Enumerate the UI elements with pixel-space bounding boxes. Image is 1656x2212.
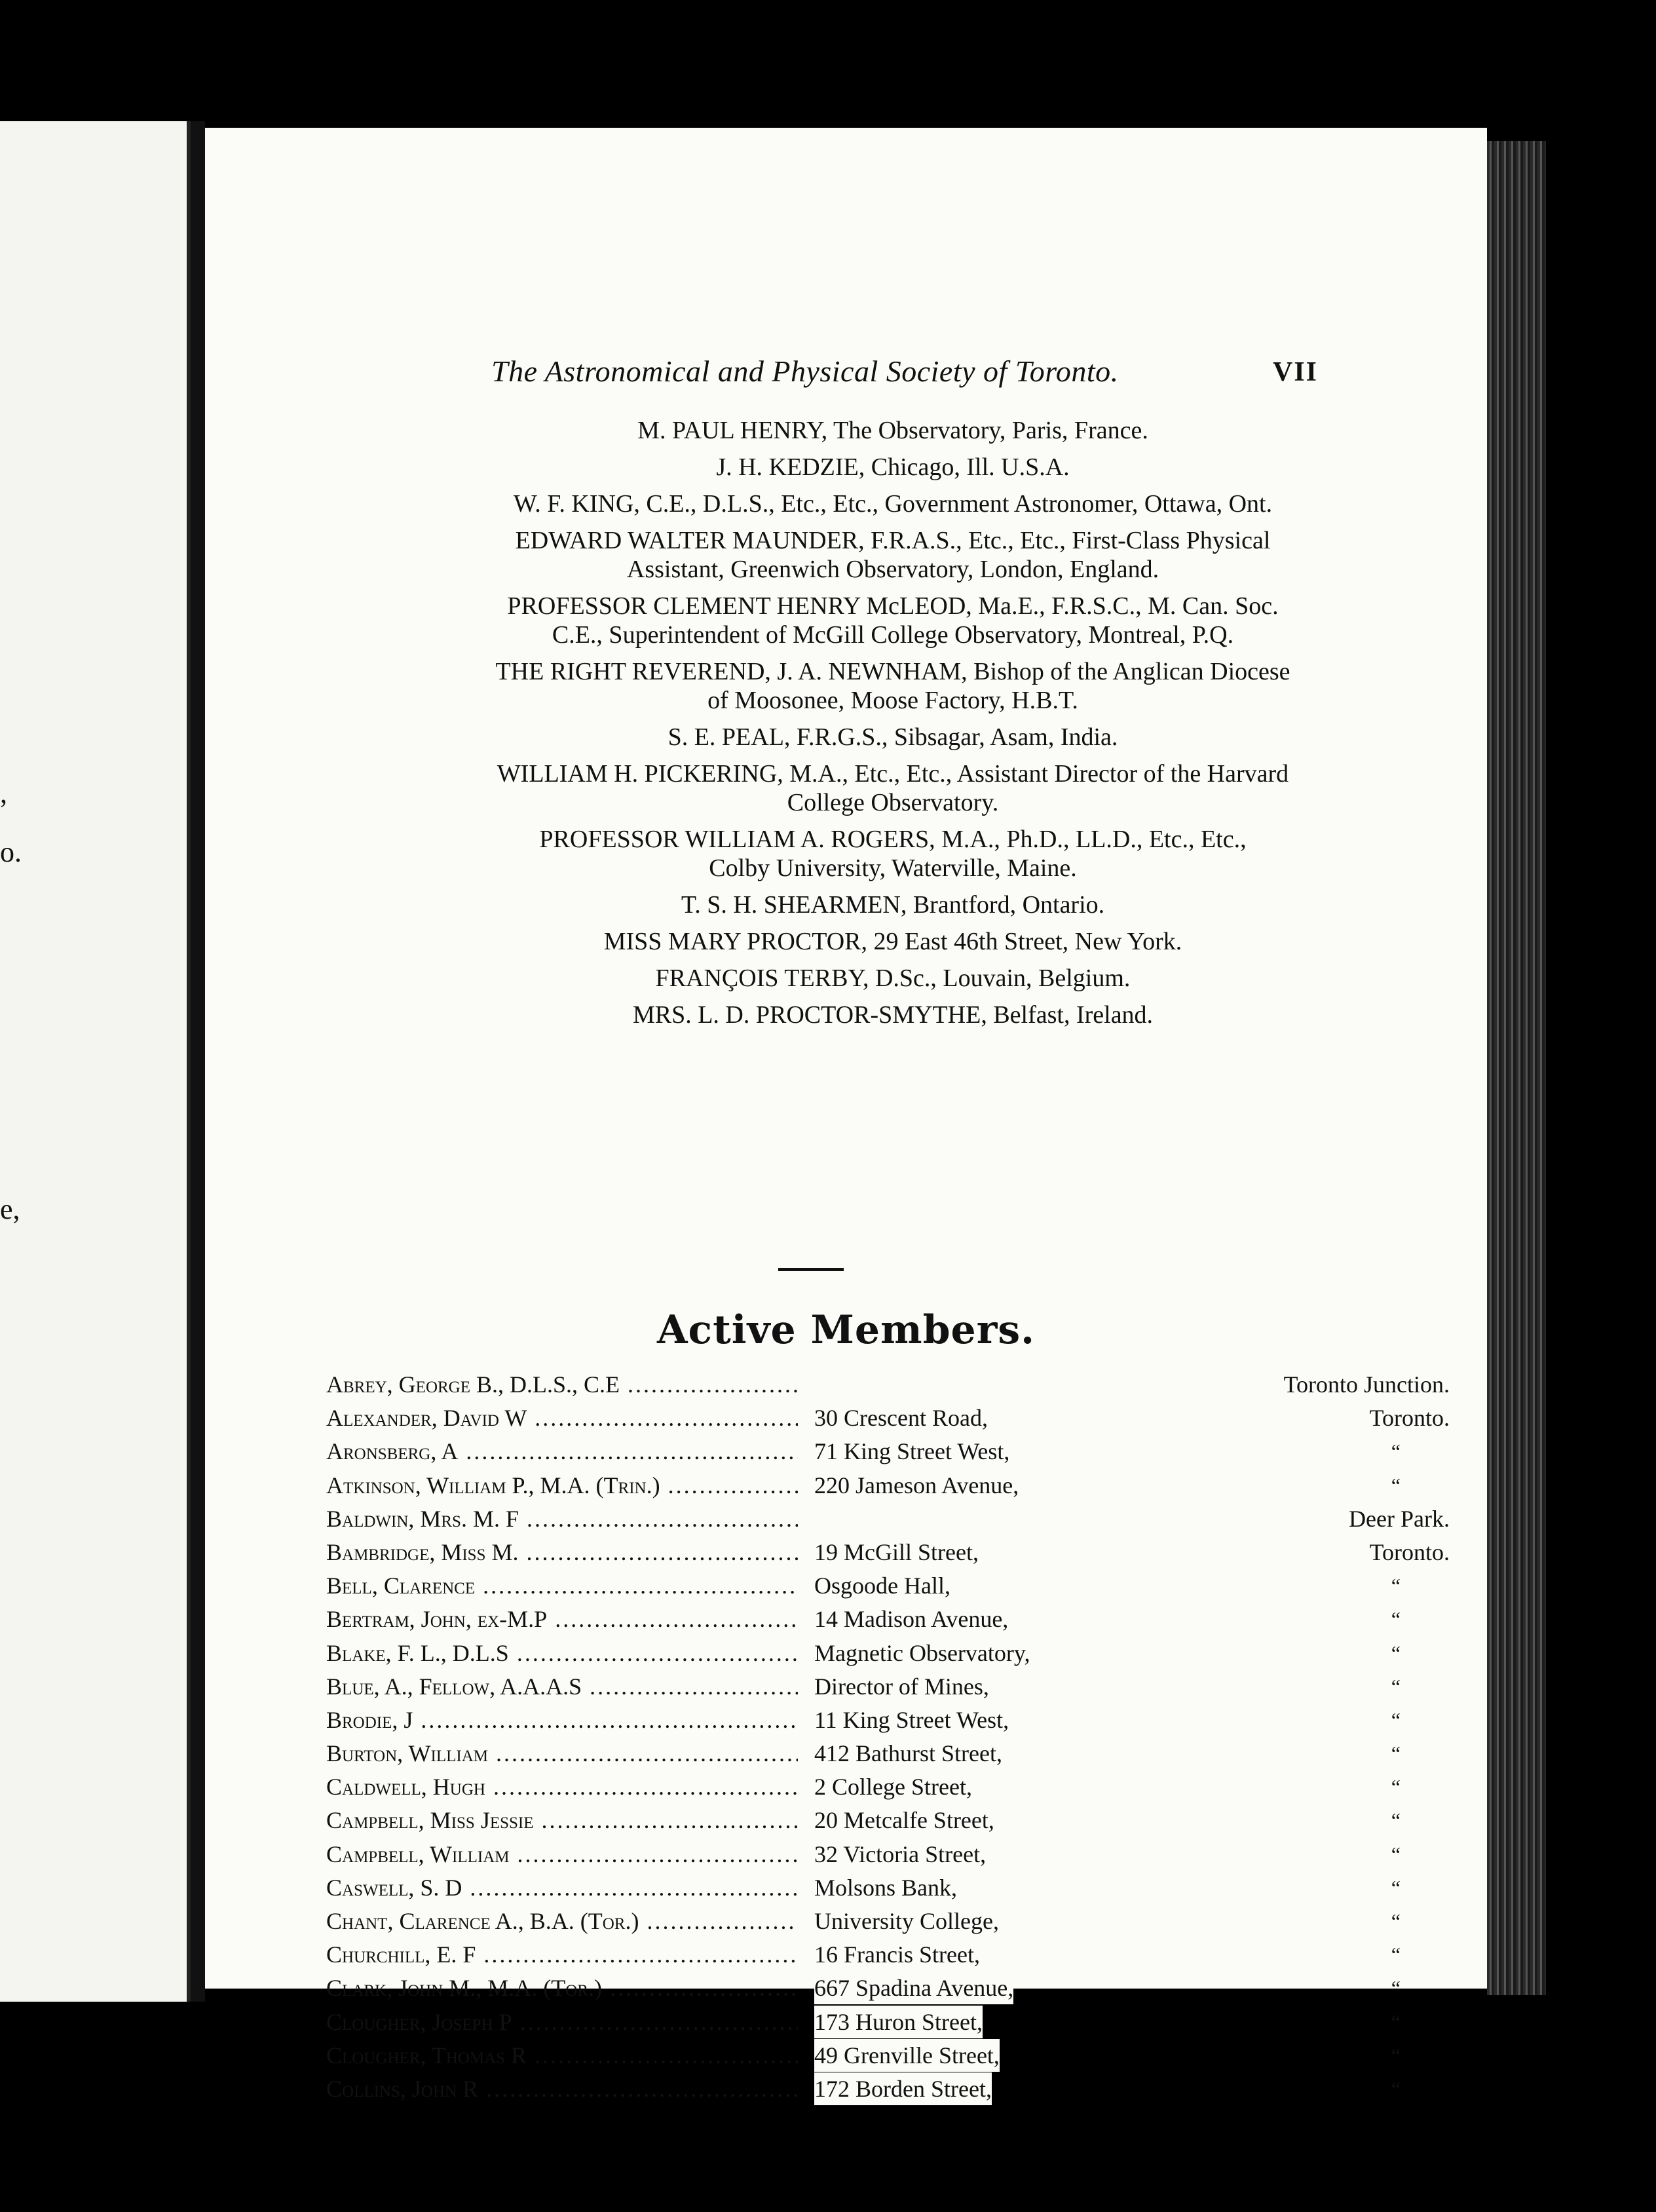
member-row <box>326 1704 1492 1737</box>
member-name: Caldwell, Hugh ..... <box>326 1770 798 1803</box>
facing-page-mark: , <box>0 777 7 809</box>
member-address: 412 Bathurst Street, <box>814 1737 1002 1770</box>
book-gutter <box>191 121 205 2002</box>
honorary-member-entry <box>336 890 1450 919</box>
member-city: “ <box>1391 1641 1401 1665</box>
member-name: Campbell, Miss Jessie ..... <box>326 1804 798 1837</box>
member-name: Clougher, Joseph P ..... <box>326 2006 798 2038</box>
member-row <box>326 1402 1492 1435</box>
entry-line: W. F. KING, C.E., D.L.S., Etc., Etc., Government Astronomer, Ottawa, Ont. <box>513 490 1273 518</box>
member-name: Brodie, J ..... <box>326 1704 798 1736</box>
member-name: Atkinson, William P., M.A. (Trin.) ..... <box>326 1469 798 1502</box>
member-name: Clark, John M., M.A. (Tor.) ..... <box>326 1972 798 2004</box>
member-city: “ <box>1391 1707 1401 1732</box>
member-city: “ <box>1391 1976 1401 2000</box>
member-row <box>326 1603 1492 1636</box>
member-address: 14 Madison Avenue, <box>814 1603 1008 1635</box>
honorary-member-entry <box>336 825 1450 883</box>
member-name: Blue, A., Fellow, A.A.A.S ..... <box>326 1670 798 1703</box>
member-row <box>326 2039 1492 2072</box>
member-address: 2 College Street, <box>814 1770 972 1803</box>
member-row <box>326 1502 1492 1536</box>
member-city: “ <box>1391 1875 1401 1899</box>
section-divider <box>778 1268 844 1271</box>
member-row <box>326 1637 1492 1670</box>
member-row <box>326 1770 1492 1804</box>
member-address: 16 Francis Street, <box>814 1938 980 1971</box>
honorary-member-entry <box>336 1001 1450 1029</box>
entry-continuation: College Observatory. <box>787 789 999 816</box>
member-name: Bell, Clarence ..... <box>326 1569 798 1602</box>
member-name: Alexander, David W ..... <box>326 1402 798 1434</box>
member-address: 32 Victoria Street, <box>814 1838 986 1871</box>
entry-continuation: Assistant, Greenwich Observatory, London, England. <box>626 556 1159 583</box>
honorary-member-entry <box>336 489 1450 518</box>
member-city: “ <box>1391 2010 1401 2034</box>
member-address: 11 King Street West, <box>814 1704 1009 1736</box>
member-row <box>326 1536 1492 1569</box>
member-address: 172 Borden Street, <box>814 2072 992 2105</box>
member-address: 30 Crescent Road, <box>814 1402 988 1434</box>
honorary-members-list <box>336 416 1450 1037</box>
honorary-member-entry <box>336 927 1450 956</box>
member-city: “ <box>1391 1909 1401 1933</box>
member-row <box>326 2006 1492 2039</box>
member-row <box>326 1435 1492 1468</box>
member-row <box>326 1938 1492 1972</box>
member-address: Osgoode Hall, <box>814 1569 950 1602</box>
member-city: Deer Park. <box>1349 1505 1450 1532</box>
member-row <box>326 1871 1492 1905</box>
member-address: 220 Jameson Avenue, <box>814 1469 1019 1502</box>
page-edges <box>1487 141 1546 1995</box>
member-name: Clougher, Thomas R ..... <box>326 2039 798 2072</box>
member-name: Caswell, S. D ..... <box>326 1871 798 1904</box>
member-row <box>326 1838 1492 1871</box>
entry-line: S. E. PEAL, F.R.G.S., Sibsagar, Asam, India. <box>668 723 1118 751</box>
member-row <box>326 1804 1492 1837</box>
member-city: “ <box>1391 1607 1401 1631</box>
entry-continuation: C.E., Superintendent of McGill College Observatory, Montreal, P.Q. <box>552 621 1234 649</box>
entry-continuation: Colby University, Waterville, Maine. <box>709 854 1077 882</box>
member-city: “ <box>1391 1808 1401 1833</box>
member-row <box>326 1670 1492 1704</box>
member-city: “ <box>1391 1473 1401 1497</box>
facing-page-mark: o. <box>0 836 22 868</box>
honorary-member-entry <box>336 759 1450 817</box>
member-name: Abrey, George B., D.L.S., C.E ..... <box>326 1368 798 1401</box>
honorary-member-entry <box>336 526 1450 584</box>
member-name: Baldwin, Mrs. M. F ..... <box>326 1502 798 1535</box>
facing-page-mark: e, <box>0 1193 20 1225</box>
member-name: Bambridge, Miss M. ..... <box>326 1536 798 1569</box>
member-name: Churchill, E. F ..... <box>326 1938 798 1971</box>
entry-line: M. PAUL HENRY, The Observatory, Paris, France. <box>637 417 1148 444</box>
honorary-member-entry <box>336 453 1450 482</box>
member-city: “ <box>1391 1574 1401 1598</box>
entry-line: FRANÇOIS TERBY, D.Sc., Louvain, Belgium. <box>655 964 1131 992</box>
member-row <box>326 1569 1492 1603</box>
member-name: Chant, Clarence A., B.A. (Tor.) ..... <box>326 1905 798 1937</box>
member-row <box>326 1972 1492 2005</box>
member-city: “ <box>1391 1674 1401 1698</box>
entry-continuation: of Moosonee, Moose Factory, H.B.T. <box>707 687 1078 714</box>
running-head <box>205 354 1487 393</box>
entry-line: THE RIGHT REVEREND, J. A. NEWNHAM, Bishop of the Anglican Diocese <box>495 658 1290 685</box>
page-number: VII <box>1273 357 1319 387</box>
member-row <box>326 1905 1492 1938</box>
member-address: 667 Spadina Avenue, <box>814 1972 1013 2004</box>
member-address: 71 King Street West, <box>814 1435 1009 1468</box>
member-name: Burton, William ..... <box>326 1737 798 1770</box>
honorary-member-entry <box>336 657 1450 715</box>
facing-page <box>0 121 191 2002</box>
member-city: Toronto Junction. <box>1283 1371 1450 1398</box>
member-name: Collins, John R ..... <box>326 2072 798 2105</box>
entry-line: PROFESSOR WILLIAM A. ROGERS, M.A., Ph.D., LL.D., Etc., Etc., <box>539 826 1247 853</box>
entry-line: EDWARD WALTER MAUNDER, F.R.A.S., Etc., Etc., First-Class Physical <box>515 527 1271 554</box>
member-city: “ <box>1391 1842 1401 1866</box>
active-members-list <box>326 1368 1492 2106</box>
member-city: “ <box>1391 1775 1401 1799</box>
member-address: 173 Huron Street, <box>814 2006 983 2038</box>
running-title: The Astronomical and Physical Society of Toronto. <box>491 354 1119 388</box>
member-city: “ <box>1391 2043 1401 2067</box>
member-row <box>326 2072 1492 2106</box>
entry-line: MISS MARY PROCTOR, 29 East 46th Street, New York. <box>603 928 1182 955</box>
member-city: “ <box>1391 1943 1401 1967</box>
member-name: Campbell, William ..... <box>326 1838 798 1871</box>
entry-line: T. S. H. SHEARMEN, Brantford, Ontario. <box>681 891 1105 919</box>
member-name: Aronsberg, A ..... <box>326 1435 798 1468</box>
entry-line: J. H. KEDZIE, Chicago, Ill. U.S.A. <box>716 453 1070 481</box>
honorary-member-entry <box>336 592 1450 649</box>
member-city: Toronto. <box>1369 1405 1450 1432</box>
member-city: “ <box>1391 2076 1401 2101</box>
member-row <box>326 1737 1492 1770</box>
honorary-member-entry <box>336 964 1450 993</box>
entry-line: PROFESSOR CLEMENT HENRY McLEOD, Ma.E., F.R.S.C., M. Can. Soc. <box>507 592 1279 620</box>
member-row <box>326 1469 1492 1502</box>
member-city: “ <box>1391 1440 1401 1464</box>
member-city: “ <box>1391 1742 1401 1766</box>
member-address: Magnetic Observatory, <box>814 1637 1030 1669</box>
book-page <box>205 128 1487 2102</box>
member-address: 19 McGill Street, <box>814 1536 979 1569</box>
member-address: Director of Mines, <box>814 1670 989 1703</box>
member-address: 20 Metcalfe Street, <box>814 1804 994 1837</box>
entry-line: MRS. L. D. PROCTOR-SMYTHE, Belfast, Ireland. <box>632 1001 1154 1029</box>
member-name: Blake, F. L., D.L.S ..... <box>326 1637 798 1669</box>
member-city: Toronto. <box>1369 1538 1450 1565</box>
member-address: 49 Grenville Street, <box>814 2039 1000 2072</box>
section-heading: Active Members. <box>656 1307 1035 1353</box>
member-address: Molsons Bank, <box>814 1871 957 1904</box>
honorary-member-entry <box>336 416 1450 445</box>
honorary-member-entry <box>336 723 1450 752</box>
member-address: University College, <box>814 1905 999 1937</box>
member-name: Bertram, John, ex-M.P ..... <box>326 1603 798 1635</box>
entry-line: WILLIAM H. PICKERING, M.A., Etc., Etc., Assistant Director of the Harvard <box>497 760 1289 788</box>
member-row <box>326 1368 1492 1402</box>
